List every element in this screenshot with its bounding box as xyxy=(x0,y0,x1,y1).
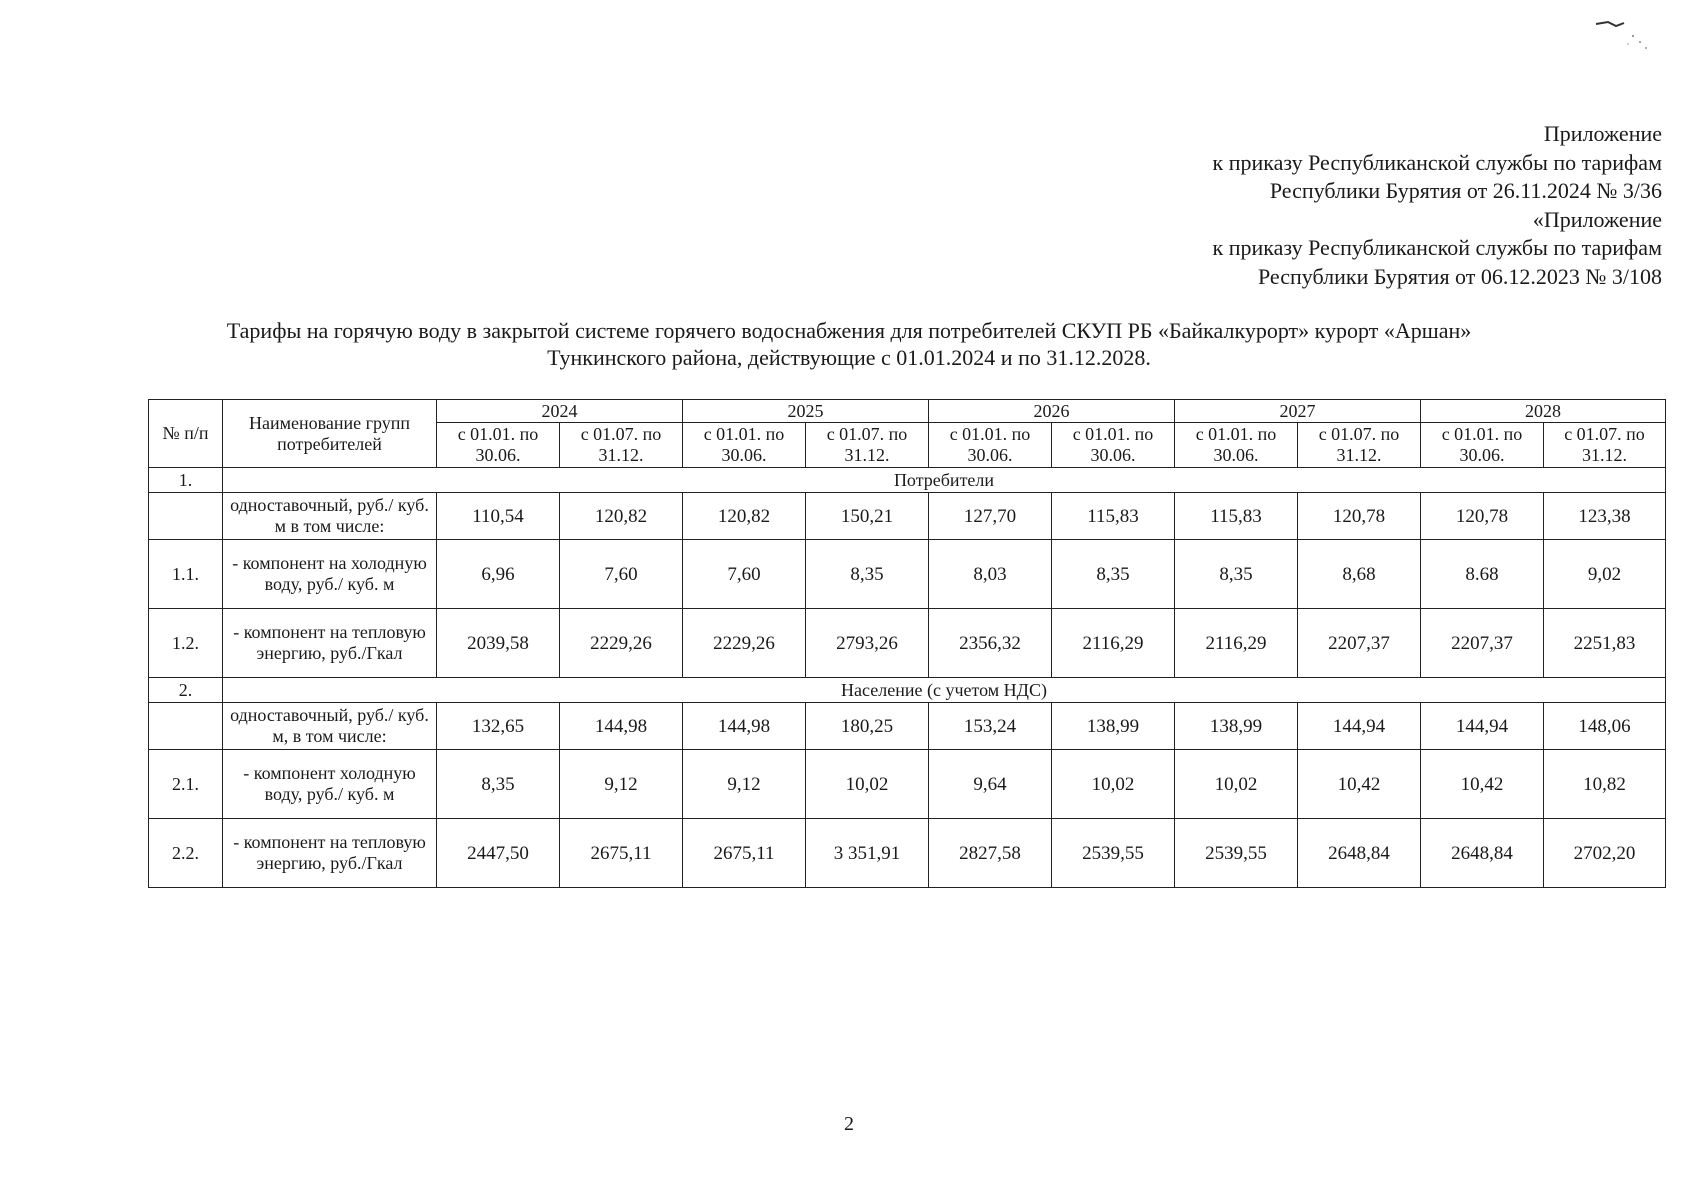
header-line-2: к приказу Республиканской службы по тарифам xyxy=(1212,149,1662,175)
header-line-3: Республики Бурятия от 26.11.2024 № 3/36 xyxy=(1269,178,1662,203)
period-header: с 01.07. по 31.12. xyxy=(560,423,683,468)
tariff-value: 8,35 xyxy=(1052,540,1175,609)
tariff-value: 2116,29 xyxy=(1052,609,1175,678)
tariff-value: 7,60 xyxy=(683,540,806,609)
tariff-value: 2648,84 xyxy=(1421,819,1544,888)
tariff-value: 2447,50 xyxy=(437,819,560,888)
tariff-value: 153,24 xyxy=(929,703,1052,750)
period-header: с 01.07. по 31.12. xyxy=(806,423,929,468)
tariff-table xyxy=(148,399,1666,888)
tariff-value: 10,82 xyxy=(1544,750,1666,819)
period-header: с 01.01. по 30.06. xyxy=(1175,423,1298,468)
period-header: с 01.07. по 31.12. xyxy=(1298,423,1421,468)
tariff-value: 2207,37 xyxy=(1421,609,1544,678)
tariff-value: 123,38 xyxy=(1544,493,1666,540)
header-line-5: к приказу Республиканской службы по тарифам xyxy=(1212,235,1662,260)
row-number: 2.2. xyxy=(149,819,223,888)
tariff-value: 2356,32 xyxy=(929,609,1052,678)
tariff-value: 2539,55 xyxy=(1052,819,1175,888)
tariff-value: 115,83 xyxy=(1175,493,1298,540)
period-header: с 01.01. по 30.06. xyxy=(437,423,560,468)
row-name: одноставочный, руб./ куб. м, в том числе: xyxy=(223,703,437,750)
period-header: с 01.01. по 30.06. xyxy=(929,423,1052,468)
tariff-value: 6,96 xyxy=(437,540,560,609)
tariff-value: 2039,58 xyxy=(437,609,560,678)
section-row xyxy=(149,678,1666,703)
section-title: Население (с учетом НДС) xyxy=(223,678,1666,703)
tariff-value: 132,65 xyxy=(437,703,560,750)
row-name: - компонент холодную воду, руб./ куб. м xyxy=(223,750,437,819)
tariff-value: 3 351,91 xyxy=(806,819,929,888)
row-name: - компонент на тепловую энергию, руб./Гкал xyxy=(223,609,437,678)
tariff-value: 7,60 xyxy=(560,540,683,609)
period-header: с 01.01. по 30.06. xyxy=(683,423,806,468)
tariff-value: 2675,11 xyxy=(560,819,683,888)
tariff-value: 115,83 xyxy=(1052,493,1175,540)
row-number xyxy=(149,493,223,540)
tariff-value: 120,82 xyxy=(683,493,806,540)
tariff-value: 9,64 xyxy=(929,750,1052,819)
tariff-value: 2793,26 xyxy=(806,609,929,678)
tariff-value: 2648,84 xyxy=(1298,819,1421,888)
tariff-value: 2675,11 xyxy=(683,819,806,888)
section-number: 1. xyxy=(149,468,223,493)
row-number xyxy=(149,703,223,750)
tariff-value: 8.68 xyxy=(1421,540,1544,609)
order-reference-header xyxy=(1213,120,1662,291)
table-row xyxy=(149,609,1666,678)
tariff-value: 8,03 xyxy=(929,540,1052,609)
tariff-value: 148,06 xyxy=(1544,703,1666,750)
tariff-value: 120,78 xyxy=(1298,493,1421,540)
tariff-value: 10,02 xyxy=(1052,750,1175,819)
tariff-value: 150,21 xyxy=(806,493,929,540)
table-row xyxy=(149,750,1666,819)
year-header: 2024 xyxy=(437,400,683,423)
tariff-value: 138,99 xyxy=(1175,703,1298,750)
tariff-value: 110,54 xyxy=(437,493,560,540)
header-line-4: «Приложение xyxy=(1532,206,1662,232)
tariff-value: 2207,37 xyxy=(1298,609,1421,678)
year-header: 2026 xyxy=(929,400,1175,423)
tariff-value: 9,12 xyxy=(683,750,806,819)
year-header: 2028 xyxy=(1421,400,1666,423)
tariff-value: 2702,20 xyxy=(1544,819,1666,888)
period-header: с 01.07. по 31.12. xyxy=(1544,423,1666,468)
tariff-value: 180,25 xyxy=(806,703,929,750)
document-title xyxy=(0,317,1698,371)
header-line-6: Республики Бурятия от 06.12.2023 № 3/108 xyxy=(1257,263,1662,289)
tariff-value: 8,68 xyxy=(1298,540,1421,609)
tariff-value: 2229,26 xyxy=(683,609,806,678)
row-name: - компонент на холодную воду, руб./ куб. м xyxy=(223,540,437,609)
row-number: 1.1. xyxy=(149,540,223,609)
tariff-value: 2539,55 xyxy=(1175,819,1298,888)
title-line-1: Тарифы на горячую воду в закрытой системе горячего водоснабжения для потребителей СКУП РБ «Байкалкурорт» курорт «Аршан» xyxy=(226,318,1472,343)
tariff-value: 144,98 xyxy=(683,703,806,750)
scan-mark xyxy=(1588,14,1658,54)
table-row xyxy=(149,540,1666,609)
tariff-value: 2116,29 xyxy=(1175,609,1298,678)
page-number: 2 xyxy=(844,1113,854,1135)
table-row xyxy=(149,819,1666,888)
row-name: - компонент на тепловую энергию, руб./Гкал xyxy=(223,819,437,888)
section-number: 2. xyxy=(149,678,223,703)
tariff-value: 144,98 xyxy=(560,703,683,750)
tariff-value: 10,02 xyxy=(806,750,929,819)
tariff-value: 9,02 xyxy=(1544,540,1666,609)
column-name-header: Наименование групп потребителей xyxy=(223,400,437,468)
column-number-header: № п/п xyxy=(149,400,223,468)
tariff-value: 8,35 xyxy=(806,540,929,609)
tariff-value: 10,42 xyxy=(1421,750,1544,819)
tariff-value: 120,82 xyxy=(560,493,683,540)
tariff-value: 138,99 xyxy=(1052,703,1175,750)
tariff-value: 10,02 xyxy=(1175,750,1298,819)
tariff-value: 2251,83 xyxy=(1544,609,1666,678)
tariff-value: 2229,26 xyxy=(560,609,683,678)
tariff-value: 9,12 xyxy=(560,750,683,819)
tariff-value: 2827,58 xyxy=(929,819,1052,888)
tariff-value: 120,78 xyxy=(1421,493,1544,540)
section-row xyxy=(149,468,1666,493)
table-row xyxy=(149,493,1666,540)
table-row xyxy=(149,703,1666,750)
tariff-value: 8,35 xyxy=(437,750,560,819)
section-title: Потребители xyxy=(223,468,1666,493)
tariff-value: 144,94 xyxy=(1421,703,1544,750)
period-header: с 01.01. по 30.06. xyxy=(1052,423,1175,468)
header-line-1: Приложение xyxy=(1543,121,1662,146)
row-name: одноставочный, руб./ куб. м в том числе: xyxy=(223,493,437,540)
tariff-value: 144,94 xyxy=(1298,703,1421,750)
tariff-value: 10,42 xyxy=(1298,750,1421,819)
row-number: 1.2. xyxy=(149,609,223,678)
year-header: 2025 xyxy=(683,400,929,423)
title-line-2: Тункинского района, действующие с 01.01.2024 и по 31.12.2028. xyxy=(547,345,1151,370)
period-header: с 01.01. по 30.06. xyxy=(1421,423,1544,468)
tariff-value: 127,70 xyxy=(929,493,1052,540)
row-number: 2.1. xyxy=(149,750,223,819)
tariff-value: 8,35 xyxy=(1175,540,1298,609)
year-header-row xyxy=(149,400,1666,423)
year-header: 2027 xyxy=(1175,400,1421,423)
